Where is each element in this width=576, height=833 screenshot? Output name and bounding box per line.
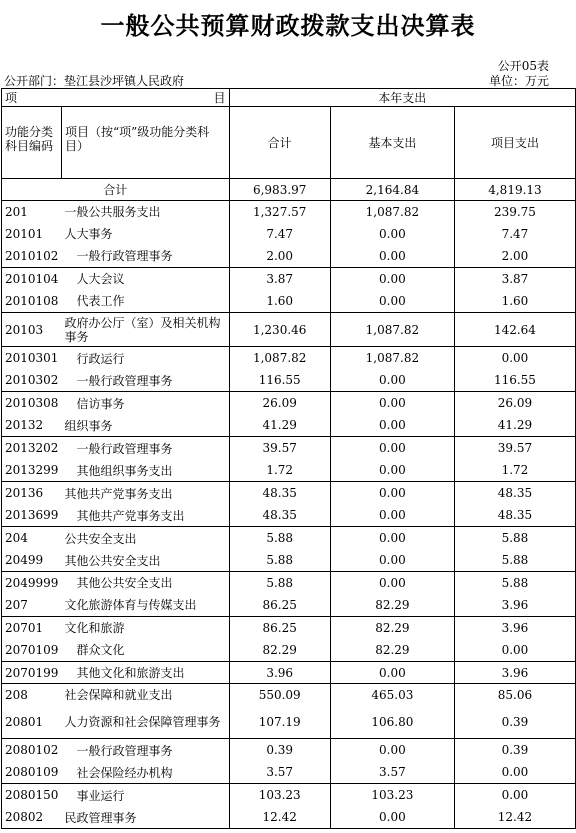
total-row-project: 4,819.13 [454, 179, 575, 201]
row-basic: 0.00 [330, 415, 454, 437]
row-name: 其他组织事务支出 [61, 460, 229, 482]
table-row [2, 594, 576, 617]
row-basic: 0.00 [330, 550, 454, 572]
row-code: 2010108 [2, 290, 62, 313]
row-project: 3.96 [454, 617, 575, 639]
table-row [2, 415, 576, 437]
row-code: 20101 [2, 223, 62, 245]
row-project: 48.35 [454, 482, 575, 505]
row-basic: 0.00 [330, 662, 454, 684]
row-code: 2010102 [2, 245, 62, 268]
row-code: 20701 [2, 617, 62, 639]
total-row-total: 6,983.97 [229, 179, 330, 201]
row-name: 一般行政管理事务 [61, 245, 229, 268]
table-row [2, 639, 576, 662]
row-code: 2010308 [2, 392, 62, 415]
row-code: 2080109 [2, 762, 62, 784]
table-row [2, 662, 576, 684]
row-code: 2070109 [2, 639, 62, 662]
row-basic: 0.00 [330, 482, 454, 505]
row-basic: 3.57 [330, 762, 454, 784]
row-code: 20132 [2, 415, 62, 437]
row-basic: 1,087.82 [330, 313, 454, 347]
row-project: 12.42 [454, 807, 575, 829]
row-total: 26.09 [229, 392, 330, 415]
row-code: 2010104 [2, 268, 62, 290]
row-name: 一般行政管理事务 [61, 437, 229, 460]
header-project: 项目支出 [454, 107, 575, 179]
row-basic: 465.03 [330, 684, 454, 706]
table-row [2, 290, 576, 313]
row-name: 行政运行 [61, 347, 229, 370]
row-total: 3.57 [229, 762, 330, 784]
header-total: 合计 [229, 107, 330, 179]
row-name: 人大事务 [61, 223, 229, 245]
row-name: 其他公共安全支出 [61, 550, 229, 572]
row-name: 群众文化 [61, 639, 229, 662]
row-project: 0.00 [454, 639, 575, 662]
row-basic: 0.00 [330, 290, 454, 313]
row-code: 2010301 [2, 347, 62, 370]
table-row [2, 313, 576, 347]
row-basic: 82.29 [330, 639, 454, 662]
total-row-basic: 2,164.84 [330, 179, 454, 201]
row-basic: 0.00 [330, 460, 454, 482]
row-project: 2.00 [454, 245, 575, 268]
row-total: 86.25 [229, 617, 330, 639]
row-name: 公共安全支出 [61, 527, 229, 550]
table-row [2, 807, 576, 829]
total-row-label: 合计 [2, 179, 230, 201]
table-row [2, 572, 576, 594]
row-basic: 0.00 [330, 370, 454, 392]
row-name: 事业运行 [61, 784, 229, 807]
table-row [2, 370, 576, 392]
row-project: 0.39 [454, 706, 575, 739]
row-name: 代表工作 [61, 290, 229, 313]
row-basic: 0.00 [330, 223, 454, 245]
row-code: 201 [2, 201, 62, 223]
row-basic: 0.00 [330, 807, 454, 829]
unit-label: 单位：万元 [488, 74, 549, 88]
row-total: 48.35 [229, 482, 330, 505]
row-name: 文化旅游体育与传媒支出 [61, 594, 229, 617]
table-row [2, 527, 576, 550]
row-name: 一般公共服务支出 [61, 201, 229, 223]
row-project: 5.88 [454, 572, 575, 594]
row-total: 1,087.82 [229, 347, 330, 370]
table-row [2, 392, 576, 415]
table-row [2, 505, 576, 527]
table-row [2, 223, 576, 245]
row-basic: 0.00 [330, 527, 454, 550]
row-project: 5.88 [454, 527, 575, 550]
row-basic: 82.29 [330, 594, 454, 617]
table-row [2, 437, 576, 460]
row-code: 2013202 [2, 437, 62, 460]
row-code: 204 [2, 527, 62, 550]
expenditure-table [1, 88, 576, 829]
row-basic: 106.80 [330, 706, 454, 739]
row-basic: 1,087.82 [330, 201, 454, 223]
row-basic: 0.00 [330, 505, 454, 527]
row-code: 2013699 [2, 505, 62, 527]
row-project: 116.55 [454, 370, 575, 392]
row-code: 20801 [2, 706, 62, 739]
row-project: 39.57 [454, 437, 575, 460]
header-basic: 基本支出 [330, 107, 454, 179]
table-row [2, 268, 576, 290]
form-number: 公开05表 [497, 59, 549, 73]
row-total: 116.55 [229, 370, 330, 392]
row-project: 0.39 [454, 739, 575, 762]
table-row [2, 550, 576, 572]
row-project: 48.35 [454, 505, 575, 527]
row-project: 3.96 [454, 662, 575, 684]
table-row [2, 617, 576, 639]
row-name: 其他公共安全支出 [61, 572, 229, 594]
row-total: 1,230.46 [229, 313, 330, 347]
row-basic: 1,087.82 [330, 347, 454, 370]
row-project: 0.00 [454, 347, 575, 370]
row-total: 86.25 [229, 594, 330, 617]
row-basic: 0.00 [330, 268, 454, 290]
row-basic: 0.00 [330, 739, 454, 762]
row-total: 41.29 [229, 415, 330, 437]
row-name: 人大会议 [61, 268, 229, 290]
row-code: 2080102 [2, 739, 62, 762]
row-name: 其他共产党事务支出 [61, 505, 229, 527]
row-code: 208 [2, 684, 62, 706]
row-project: 26.09 [454, 392, 575, 415]
table-row [2, 762, 576, 784]
row-basic: 0.00 [330, 245, 454, 268]
row-total: 0.39 [229, 739, 330, 762]
row-code: 2010302 [2, 370, 62, 392]
table-row [2, 684, 576, 706]
row-total: 1.72 [229, 460, 330, 482]
row-total: 12.42 [229, 807, 330, 829]
row-total: 82.29 [229, 639, 330, 662]
row-total: 103.23 [229, 784, 330, 807]
row-name: 一般行政管理事务 [61, 739, 229, 762]
table-row [2, 460, 576, 482]
row-project: 85.06 [454, 684, 575, 706]
row-code: 20136 [2, 482, 62, 505]
header-func-name: 项目（按“项”级功能分类科目） [61, 107, 229, 179]
row-total: 5.88 [229, 527, 330, 550]
page-title: 一般公共预算财政拨款支出决算表 [100, 11, 476, 40]
row-code: 207 [2, 594, 62, 617]
row-basic: 0.00 [330, 437, 454, 460]
row-basic: 0.00 [330, 392, 454, 415]
row-project: 41.29 [454, 415, 575, 437]
row-name: 人力资源和社会保障管理事务 [61, 706, 229, 739]
row-project: 1.72 [454, 460, 575, 482]
row-total: 1,327.57 [229, 201, 330, 223]
row-basic: 0.00 [330, 572, 454, 594]
row-project: 0.00 [454, 784, 575, 807]
row-name: 政府办公厅（室）及相关机构事务 [61, 313, 229, 347]
row-project: 7.47 [454, 223, 575, 245]
row-basic: 82.29 [330, 617, 454, 639]
row-name: 信访事务 [61, 392, 229, 415]
row-total: 39.57 [229, 437, 330, 460]
row-total: 107.19 [229, 706, 330, 739]
table-row [2, 347, 576, 370]
row-name: 文化和旅游 [61, 617, 229, 639]
row-code: 20499 [2, 550, 62, 572]
row-code: 20103 [2, 313, 62, 347]
row-name: 一般行政管理事务 [61, 370, 229, 392]
row-name: 社会保障和就业支出 [61, 684, 229, 706]
row-total: 48.35 [229, 505, 330, 527]
table-row [2, 201, 576, 223]
row-total: 3.96 [229, 662, 330, 684]
row-name: 社会保险经办机构 [61, 762, 229, 784]
row-basic: 103.23 [330, 784, 454, 807]
row-code: 2070199 [2, 662, 62, 684]
row-code: 2080150 [2, 784, 62, 807]
table-row [2, 245, 576, 268]
header-func-code: 功能分类科目编码 [2, 107, 62, 179]
row-project: 5.88 [454, 550, 575, 572]
header-item-left: 项 [2, 89, 62, 107]
row-project: 0.00 [454, 762, 575, 784]
row-name: 其他文化和旅游支出 [61, 662, 229, 684]
row-code: 2049999 [2, 572, 62, 594]
row-total: 2.00 [229, 245, 330, 268]
department-label: 公开部门：垫江县沙坪镇人民政府 [4, 74, 185, 88]
row-name: 其他共产党事务支出 [61, 482, 229, 505]
row-project: 3.87 [454, 268, 575, 290]
row-total: 550.09 [229, 684, 330, 706]
row-name: 民政管理事务 [61, 807, 229, 829]
row-code: 2013299 [2, 460, 62, 482]
row-total: 5.88 [229, 572, 330, 594]
table-row [2, 739, 576, 762]
row-code: 20802 [2, 807, 62, 829]
row-total: 3.87 [229, 268, 330, 290]
row-name: 组织事务 [61, 415, 229, 437]
row-total: 7.47 [229, 223, 330, 245]
header-item-right: 目 [61, 89, 229, 107]
row-total: 1.60 [229, 290, 330, 313]
row-project: 239.75 [454, 201, 575, 223]
row-total: 5.88 [229, 550, 330, 572]
table-row [2, 482, 576, 505]
row-project: 1.60 [454, 290, 575, 313]
table-row [2, 784, 576, 807]
header-current-year: 本年支出 [229, 89, 576, 107]
row-project: 3.96 [454, 594, 575, 617]
table-row [2, 706, 576, 739]
row-project: 142.64 [454, 313, 575, 347]
